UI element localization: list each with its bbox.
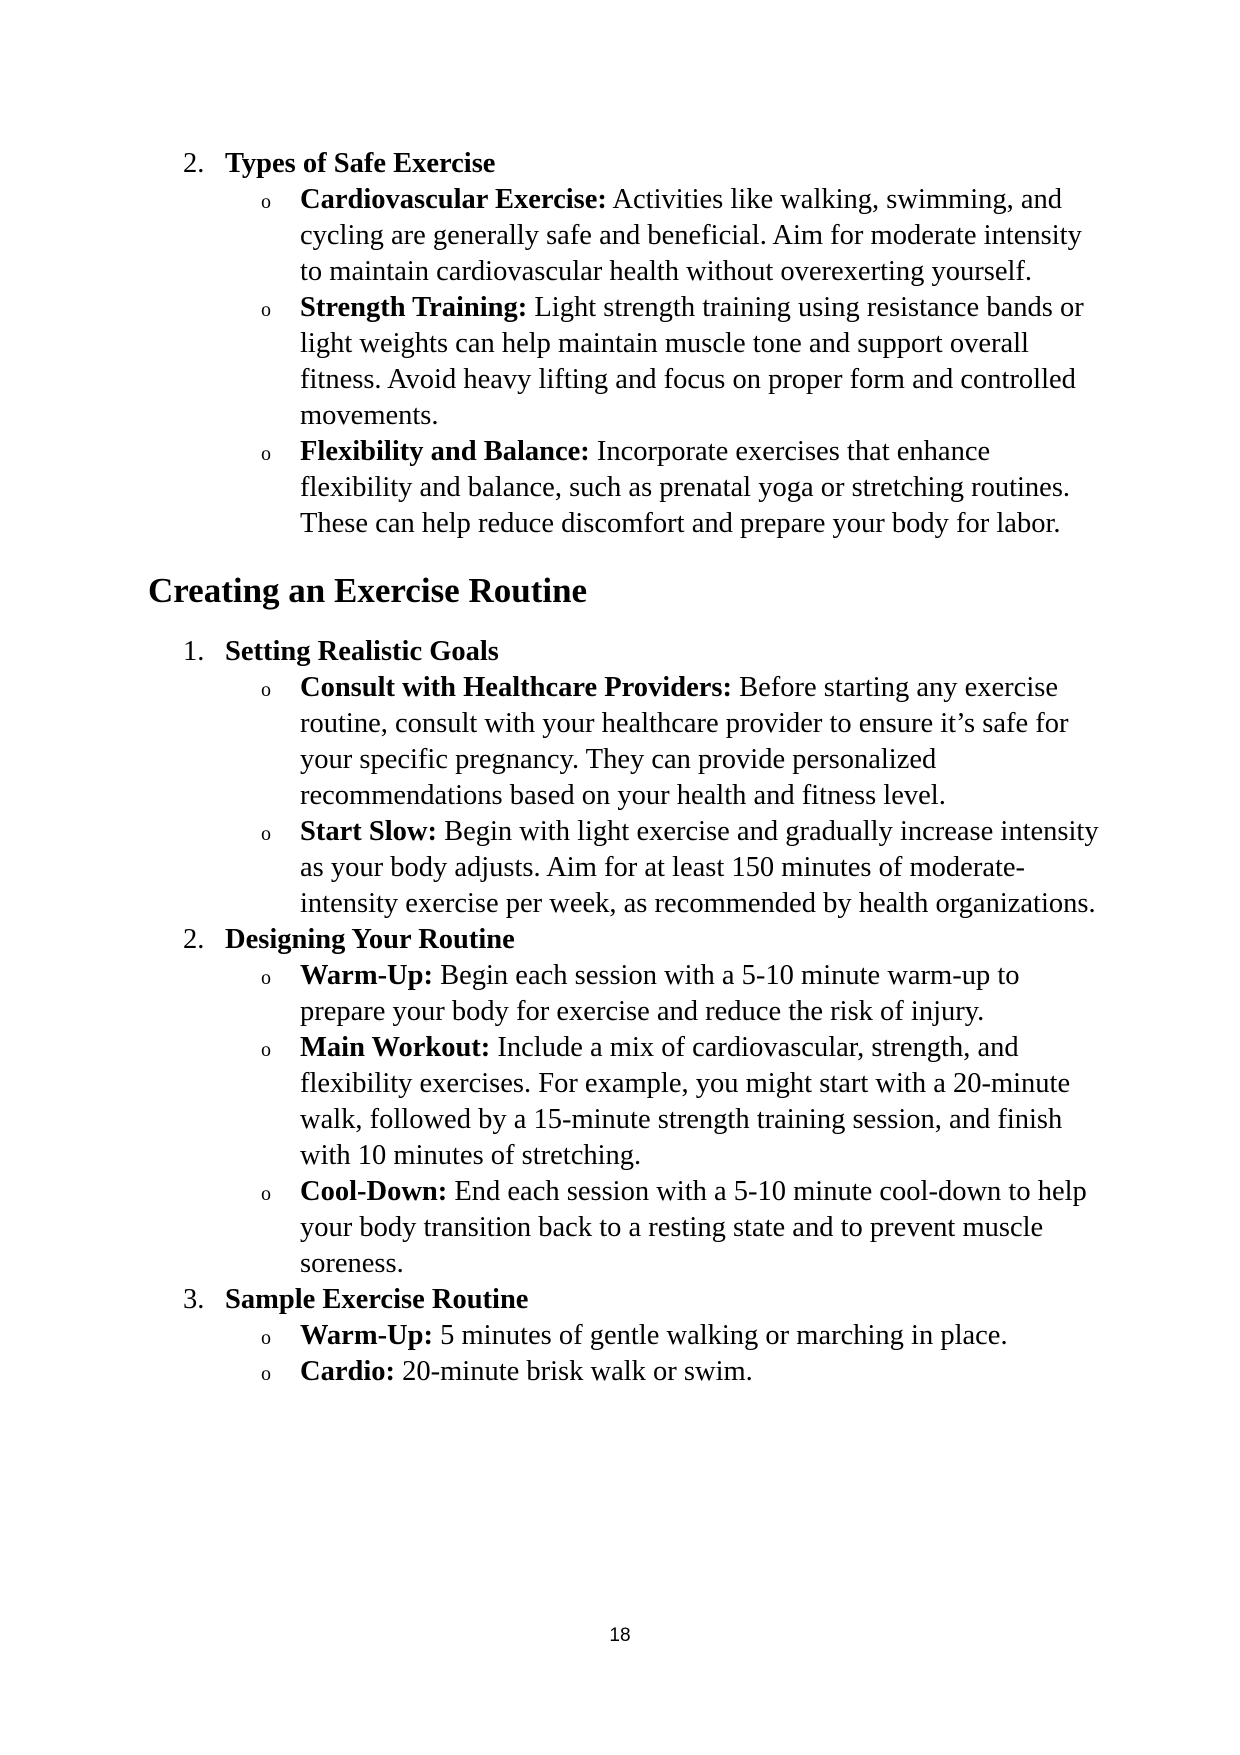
bullet-icon: o (261, 1039, 271, 1061)
list-item-types-of-safe-exercise (148, 146, 1108, 542)
bullet-text: End each session with a 5-10 minute cool-down to help your body transition back to a resting state and to prevent muscle soreness. (300, 1176, 1087, 1279)
bullet-item-cool-down (225, 1174, 1108, 1282)
bullet-label: Flexibility and Balance: (300, 436, 590, 467)
bullet-icon: o (261, 1327, 271, 1349)
section-heading: Creating an Exercise Routine (148, 571, 588, 610)
bullet-label: Strength Training: (300, 292, 528, 323)
sub-bullet-list (225, 670, 1108, 922)
sub-bullet-list (225, 958, 1108, 1282)
bullet-icon: o (261, 191, 271, 213)
bullet-text: Begin each session with a 5-10 minute warm-up to prepare your body for exercise and reduce the risk of injury. (300, 960, 1020, 1027)
list-item-title: Types of Safe Exercise (225, 148, 496, 179)
bullet-icon: o (261, 1183, 271, 1205)
bullet-text: Incorporate exercises that enhance flexibility and balance, such as prenatal yoga or stretching routines. These can help reduce discomfort and prepare your body for labor. (300, 436, 1071, 539)
bullet-item-sample-warm-up (225, 1318, 1108, 1354)
bullet-text: Include a mix of cardiovascular, strength, and flexibility exercises. For example, you might start with a 20-minute walk, followed by a 15-minute strength training session, and finish with 10 minutes of stretching. (300, 1032, 1071, 1171)
bullet-icon: o (261, 1363, 271, 1385)
bullet-icon: o (261, 299, 271, 321)
list-number: 2. (183, 924, 205, 955)
bullet-label: Main Workout: (300, 1032, 491, 1063)
list-item-designing-routine (148, 922, 1108, 1282)
bullet-text: 5 minutes of gentle walking or marching in place. (432, 1320, 1008, 1351)
list-item-title: Sample Exercise Routine (225, 1284, 529, 1315)
sub-bullet-list (225, 1318, 1108, 1390)
bullet-icon: o (261, 967, 271, 989)
safe-exercise-list (148, 146, 1108, 542)
bullet-label: Warm-Up: (300, 1320, 433, 1351)
bullet-item-warm-up (225, 958, 1108, 1030)
list-item-setting-goals (148, 634, 1108, 922)
bullet-icon: o (261, 823, 271, 845)
list-item-title: Setting Realistic Goals (225, 636, 499, 667)
bullet-text: Activities like walking, swimming, and cycling are generally safe and beneficial. Aim for moderate intensity to maintain cardiovascular health without overexerting yourself. (300, 184, 1082, 287)
list-number: 2. (183, 148, 205, 179)
list-number: 3. (183, 1284, 205, 1315)
sub-bullet-list (225, 182, 1108, 542)
bullet-item-main-workout (225, 1030, 1108, 1174)
bullet-item-start-slow (225, 814, 1108, 922)
bullet-label: Cool-Down: (300, 1176, 448, 1207)
bullet-icon: o (261, 443, 271, 465)
bullet-item-consult (225, 670, 1108, 814)
bullet-item-strength (225, 290, 1108, 434)
list-item-sample-routine (148, 1282, 1108, 1390)
bullet-item-flexibility (225, 434, 1108, 542)
page-number: 18 (609, 1625, 631, 1646)
bullet-text: 20-minute brisk walk or swim. (395, 1356, 753, 1387)
list-number: 1. (183, 636, 205, 667)
bullet-label: Cardiovascular Exercise: (300, 184, 607, 215)
bullet-icon: o (261, 679, 271, 701)
bullet-text: Begin with light exercise and gradually increase intensity as your body adjusts. Aim for at least 150 minutes of moderate-intensity exercise per week, as recommended by health organizations. (300, 816, 1099, 919)
bullet-label: Cardio: (300, 1356, 395, 1387)
bullet-label: Warm-Up: (300, 960, 433, 991)
bullet-text: Before starting any exercise routine, consult with your healthcare provider to ensure it’s safe for your specific pregnancy. They can provide personalized recommendations based on your health and fitness level. (300, 672, 1069, 811)
bullet-text: Light strength training using resistance bands or light weights can help maintain muscle tone and support overall fitness. Avoid heavy lifting and focus on proper form and controlled movements. (300, 292, 1084, 431)
list-item-title: Designing Your Routine (225, 924, 515, 955)
bullet-label: Start Slow: (300, 816, 437, 847)
bullet-item-sample-cardio (225, 1354, 1108, 1390)
page-content (148, 146, 1108, 1390)
bullet-item-cardiovascular (225, 182, 1108, 290)
routine-list (148, 634, 1108, 1390)
bullet-label: Consult with Healthcare Providers: (300, 672, 732, 703)
